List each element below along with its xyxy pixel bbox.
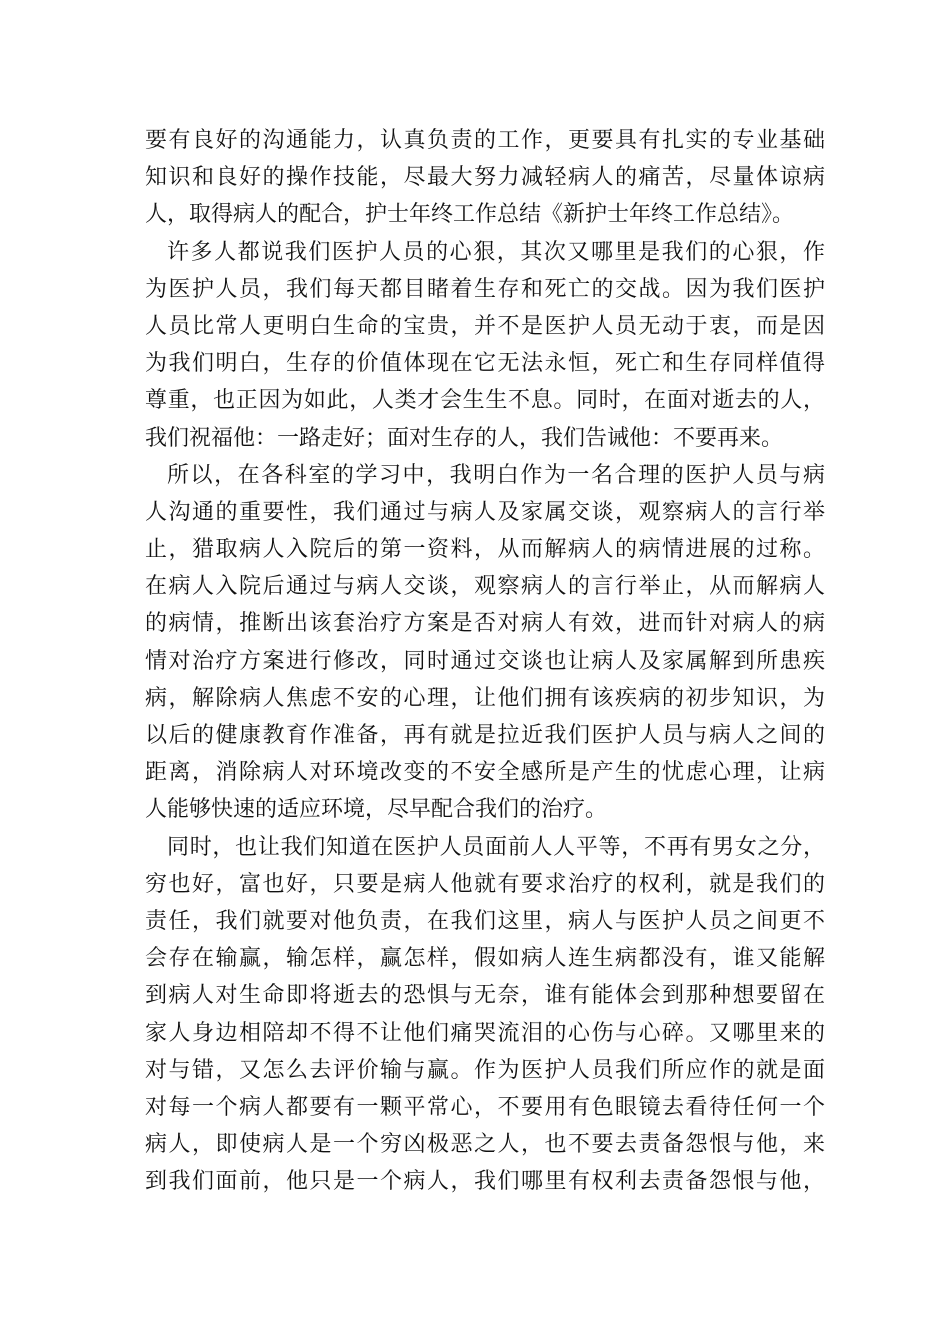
text-line: 知识和良好的操作技能，尽最大努力减轻病人的痛苦，尽量体谅病: [145, 165, 825, 191]
text-line: 对与错，又怎么去评价输与赢。作为医护人员我们所应作的就是面: [145, 1057, 825, 1083]
text-line: 同时，也让我们知道在医护人员面前人人平等，不再有男女之分，: [167, 834, 825, 860]
text-line: 的病情，推断出该套治疗方案是否对病人有效，进而针对病人的病: [145, 611, 825, 637]
text-line: 止，猎取病人入院后的第一资料，从而解病人的病情进展的过称。: [145, 537, 825, 563]
text-line: 责任，我们就要对他负责，在我们这里，病人与医护人员之间更不: [145, 908, 825, 934]
text-line: 人员比常人更明白生命的宝贵，并不是医护人员无动于衷，而是因: [145, 313, 825, 339]
text-line: 会存在输赢，输怎样，赢怎样，假如病人连生病都没有，谁又能解: [145, 946, 825, 972]
text-line: 以后的健康教育作准备，再有就是拉近我们医护人员与病人之间的: [145, 723, 825, 748]
text-line: 尊重，也正因为如此，人类才会生生不息。同时，在面对逝去的人，: [145, 388, 825, 414]
text-line: 穷也好，富也好，只要是病人他就有要求治疗的权利，就是我们的: [145, 871, 825, 897]
text-line: 在病人入院后通过与病人交谈，观察病人的言行举止，从而解病人: [145, 574, 825, 600]
text-line: 对每一个病人都要有一颗平常心，不要用有色眼镜去看待任何一个: [145, 1094, 825, 1120]
text-line: 要有良好的沟通能力，认真负责的工作，更要具有扎实的专业基础: [145, 128, 825, 153]
body-text: [145, 122, 825, 1200]
text-line: 所以，在各科室的学习中，我明白作为一名合理的医护人员与病: [167, 462, 825, 488]
text-line: 到我们面前，他只是一个病人，我们哪里有权利去责备怨恨与他，: [145, 1169, 825, 1195]
text-line: 许多人都说我们医护人员的心狠，其次又哪里是我们的心狠，作: [167, 239, 825, 265]
text-line: 到病人对生命即将逝去的恐惧与无奈，谁有能体会到那种想要留在: [145, 983, 825, 1009]
text-line: 为我们明白，生存的价值体现在它无法永恒，死亡和生存同样值得: [145, 351, 825, 377]
text-line: 我们祝福他：一路走好；面对生存的人，我们告诫他：不要再来。: [145, 425, 784, 451]
text-line: 情对治疗方案进行修改，同时通过交谈也让病人及家属解到所患疾: [145, 648, 825, 674]
text-line: 病人，即使病人是一个穷凶极恶之人，也不要去责备怨恨与他，来: [145, 1132, 825, 1158]
text-line: 人，取得病人的配合，护士年终工作总结《新护士年终工作总结》。: [145, 202, 795, 228]
text-line: 人能够快速的适应环境，尽早配合我们的治疗。: [145, 797, 608, 823]
text-line: 家人身边相陪却不得不让他们痛哭流泪的心伤与心碎。又哪里来的: [145, 1020, 825, 1046]
text-line: 距离，消除病人对环境改变的不安全感所是产生的忧虑心理，让病: [145, 760, 825, 786]
text-line: 为医护人员，我们每天都目睹着生存和死亡的交战。因为我们医护: [145, 276, 825, 302]
text-line: 病，解除病人焦虑不安的心理，让他们拥有该疾病的初步知识，为: [145, 685, 825, 711]
text-line: 人沟通的重要性，我们通过与病人及家属交谈，观察病人的言行举: [145, 499, 825, 525]
